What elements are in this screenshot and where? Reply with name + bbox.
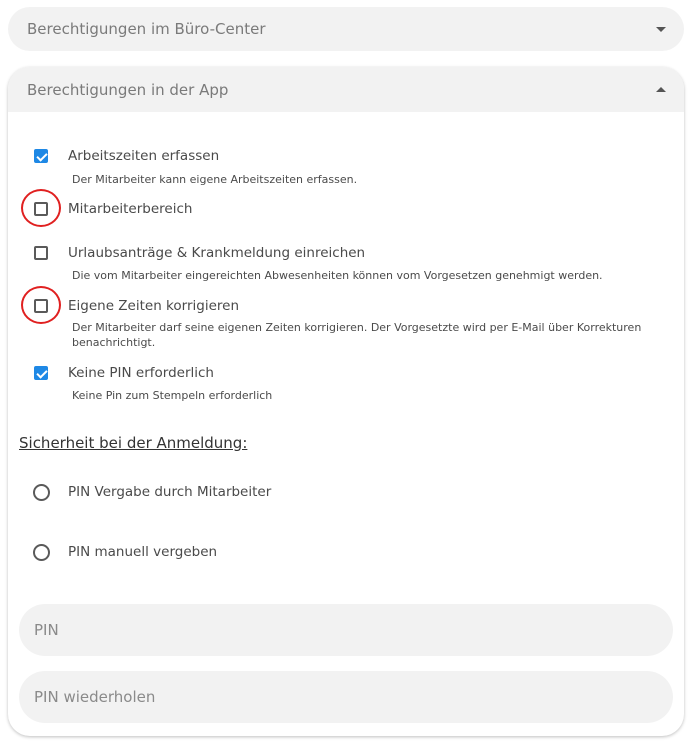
checkbox-arbeitszeiten-erfassen[interactable] bbox=[34, 149, 48, 163]
checkbox-eigene-zeiten[interactable] bbox=[34, 299, 48, 313]
label-keine-pin: Keine PIN erforderlich bbox=[68, 365, 214, 381]
accordion-app-label: Berechtigungen in der App bbox=[27, 80, 229, 99]
label-pin-vergabe-mitarbeiter: PIN Vergabe durch Mitarbeiter bbox=[68, 484, 272, 500]
security-section-title: Sicherheit bei der Anmeldung: bbox=[19, 434, 248, 452]
desc-eigene-zeiten: Der Mitarbeiter darf seine eigenen Zeiten korrigieren. Der Vorgesetzte wird per E-Mail über Korrekturen benachrichtigt. bbox=[72, 321, 642, 349]
pin-input[interactable] bbox=[19, 604, 673, 656]
desc-urlaubsantraege: Die vom Mitarbeiter eingereichten Abwesenheiten können vom Vorgesetzen genehmigt werden. bbox=[72, 269, 603, 282]
checkbox-mitarbeiterbereich[interactable] bbox=[34, 202, 48, 216]
chevron-up-icon bbox=[656, 87, 666, 92]
label-eigene-zeiten: Eigene Zeiten korrigieren bbox=[68, 298, 240, 314]
accordion-app[interactable] bbox=[8, 67, 684, 112]
checkbox-urlaubsantraege[interactable] bbox=[34, 246, 48, 260]
accordion-buero-center-label: Berechtigungen im Büro-Center bbox=[27, 20, 266, 38]
desc-arbeitszeiten-erfassen: Der Mitarbeiter kann eigene Arbeitszeiten erfassen. bbox=[72, 173, 358, 186]
radio-pin-manuell[interactable] bbox=[33, 544, 50, 561]
pin-repeat-input[interactable] bbox=[19, 671, 673, 723]
label-mitarbeiterbereich: Mitarbeiterbereich bbox=[68, 201, 193, 217]
chevron-down-icon bbox=[656, 27, 666, 32]
label-arbeitszeiten-erfassen: Arbeitszeiten erfassen bbox=[68, 148, 220, 164]
label-urlaubsantraege: Urlaubsanträge & Krankmeldung einreichen bbox=[68, 245, 366, 261]
desc-keine-pin: Keine Pin zum Stempeln erforderlich bbox=[72, 389, 273, 402]
accordion-buero-center[interactable] bbox=[8, 7, 684, 51]
checkbox-keine-pin[interactable] bbox=[34, 366, 48, 380]
label-pin-manuell: PIN manuell vergeben bbox=[68, 544, 218, 560]
radio-pin-vergabe-mitarbeiter[interactable] bbox=[33, 484, 50, 501]
